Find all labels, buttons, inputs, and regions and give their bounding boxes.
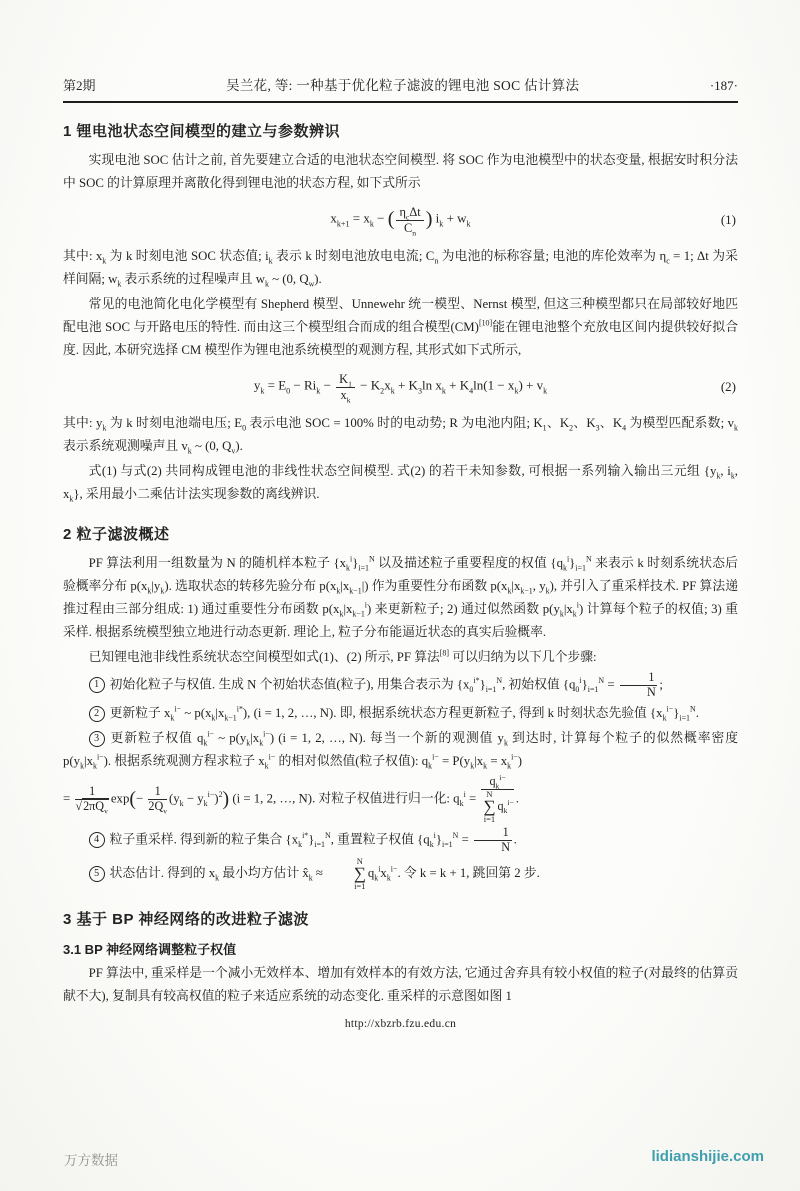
header-issue: 第2期 xyxy=(63,78,96,93)
equation-1 xyxy=(63,200,738,240)
pf-step-3-continued: = $\frac{1}{√2\pi Q_v}$ exp(− $\frac{1}{2Q_v}$ $(y_k - y_k^{i-})^2$) (i = 1, 2, …, N). 对粒子权值进行归一化: $q_k^i$ = $q_k^{i-}$ N ∑ i=1 $q_k^{i-}$ . xyxy=(63,772,519,825)
equation-1-body: $x_{k+1} = x_k$ − ( $\frac{\eta_c\Delta t}{C_n}$ ) $i_k + w_k$ xyxy=(330,205,471,237)
running-header xyxy=(63,74,738,103)
section-1-paragraph-4: 其中: $y_k$ 为 k 时刻电池端电压; $E_0$ 表示电池 SOC = 100% 时的电动势; R 为电池内阻; $K_1$、$K_2$、$K_3$、$K_4$ 为模型匹配系数; $v_k$ 表示系统观测噪声且 $v_k$ ~ (0, $Q_v$). xyxy=(63,416,738,456)
journal-url: http://xbzrb.fzu.edu.cn xyxy=(344,1017,457,1030)
page-content xyxy=(63,74,738,1030)
wanfang-data-watermark: 万方数据 xyxy=(64,1153,118,1168)
section-1-paragraph-2: 其中: $x_k$ 为 k 时刻电池 SOC 状态值; $i_k$ 表示 k 时刻电池放电电流; $C_n$ 为电池的标称容量; 电池的库伦效率为 $\eta_c = 1$; Δt 为采样间隔; $w_k$ 表示系统的过程噪声且 $w_k$ ~ (0, $Q_w$). xyxy=(63,249,738,289)
equation-1-number: (1) xyxy=(720,212,736,227)
pf-step-4: 4 粒子重采样. 得到新的粒子集合 $\{x_k^{i*}\}_{i=1}^N$, 重置粒子权值 $\{q_k^i\}_{i=1}^N$ = $\frac{1}{N}$ . xyxy=(63,826,738,855)
section-3-heading: 3 基于 BP 神经网络的改进粒子滤波 xyxy=(63,910,309,928)
header-page-number: ·187· xyxy=(709,78,738,93)
equation-2-number: (2) xyxy=(720,379,736,394)
header-running-title: 吴兰花, 等: 一种基于优化粒子滤波的锂电池 SOC 估计算法 xyxy=(226,78,580,93)
lidianshijie-watermark: lidianshijie.com xyxy=(651,1148,764,1165)
section-1-heading: 1 锂电池状态空间模型的建立与参数辨识 xyxy=(63,123,341,140)
section-2-heading: 2 粒子滤波概述 xyxy=(63,526,170,543)
equation-2-body: $y_k = E_0 - Ri_k$ − $\frac{K_1}{x_k}$ − $K_2x_k + K_3\ln$ $x_k + K_4\ln(1 - x_k) + v_k$ xyxy=(253,372,548,404)
section-2-paragraph-2: 已知锂电池非线性系统状态空间模型如式(1)、(2) 所示, PF 算法[8] 可以归纳为以下几个步骤: xyxy=(88,648,597,664)
section-1-paragraph-3: 常见的电池简化电化学模型有 Shepherd 模型、Unnewehr 统一模型、Nernst 模型, 但这三种模型都只在局部较好地匹配电池 SOC 与开路电压的特性. 而由这三个模型组合而成的组合模型(CM)[10]能在锂电池整个充放电区间内提供较好拟合度. 因此, 本研究选择 CM 模型作为锂电池系统模型的观测方程, 其形式如下式所示, xyxy=(63,297,738,357)
section-3-paragraph-1: PF 算法中, 重采样是一个减小无效样本、增加有效样本的有效方法, 它通过舍弃具有较小权值的粒子(对最终的估算贡献不大), 复制具有较高权值的粒子来适应系统的动态变化. 重采样的示意图如图 1 xyxy=(63,965,738,1003)
section-2-paragraph-1: PF 算法利用一组数量为 N 的随机样本粒子 $\{x_k^i\}_{i=1}^N$ 以及描述粒子重要程度的权值 $\{q_k^i\}_{i=1}^N$ 来表示 k 时刻系统状态后验概率分布 $p(x_k|y_k)$. 选取状态的转移先验分布 $p(x_k|x_{k-1}|)$ 作为重要性分布函数 $p(x_k|x_{k-1}$, $y_k$), 并引入了重采样技术. PF 算法递推过程由三部分组成: 1) 通过重要性分布函数 $p(x_k|x_{k-1}^i)$ 来更新粒子; 2) 通过似然函数 $p(y_k|x_k^i)$ 计算每个粒子的权值; 3) 重采样. 根据系统模型独立地进行动态更新. 理论上, 粒子分布能逼近状态的真实后验概率. xyxy=(63,554,738,639)
section-1-paragraph-1: 实现电池 SOC 估计之前, 首先要建立合适的电池状态空间模型. 将 SOC 作为电池模型中的状态变量, 根据安时积分法中 SOC 的计算原理并离散化得到锂电池的状态方程, 如下式所示 xyxy=(63,153,738,190)
section-1-paragraph-5: 式(1) 与式(2) 共同构成锂电池的非线性状态空间模型. 式(2) 的若干未知参数, 可根据一系列输入输出三元组 {$y_k$, $i_k$, $x_k$}, 采用最小二乘估计法实现参数的离线辨识. xyxy=(63,464,738,504)
pf-step-1: 1 初始化粒子与权值. 生成 N 个初始状态值(粒子), 用集合表示为 $\{x_0^{i*}\}_{i=1}^N$, 初始权值 $\{q_0^i\}_{i=1}^N$ = $\frac{1}{N}$ ; xyxy=(63,671,738,700)
equation-2 xyxy=(63,367,738,407)
section-3-1-heading: 3.1 BP 神经网络调整粒子权值 xyxy=(63,941,237,957)
pf-step-5: 5 状态估计. 得到的 $x_k$ 最小均方估计 $x̂_k$ ≈ N ∑ i=1 $q_k^ix_k^{i-}$. 令 k = k + 1, 跳回第 2 步. xyxy=(63,857,738,891)
pf-step-3: 3 更新粒子权值 $q_k^{i-}$ ~ $p(y_k|x_k^{i-}) (i = 1$, 2, …, N). 每当一个新的观测值 $y_k$ 到达时, 计算每个粒子的似然概率密度 $p(y_k|x_k^{i-})$. 根据系统观测方程求粒子 $x_k^{i-}$ 的相对似然值(粒子权值): $q_k^{i-} = P(y_k|x_k = x_k^{i-})$ xyxy=(63,729,738,771)
pf-step-2: 2 更新粒子 $x_k^{i-}$ ~ $p(x_k|x_{k-1}^{i*})$, (i = 1, 2, …, N). 即, 根据系统状态方程更新粒子, 得到 k 时刻状态先验值 $\{x_k^{i-}\}_{i=1}^N$. xyxy=(63,702,738,725)
